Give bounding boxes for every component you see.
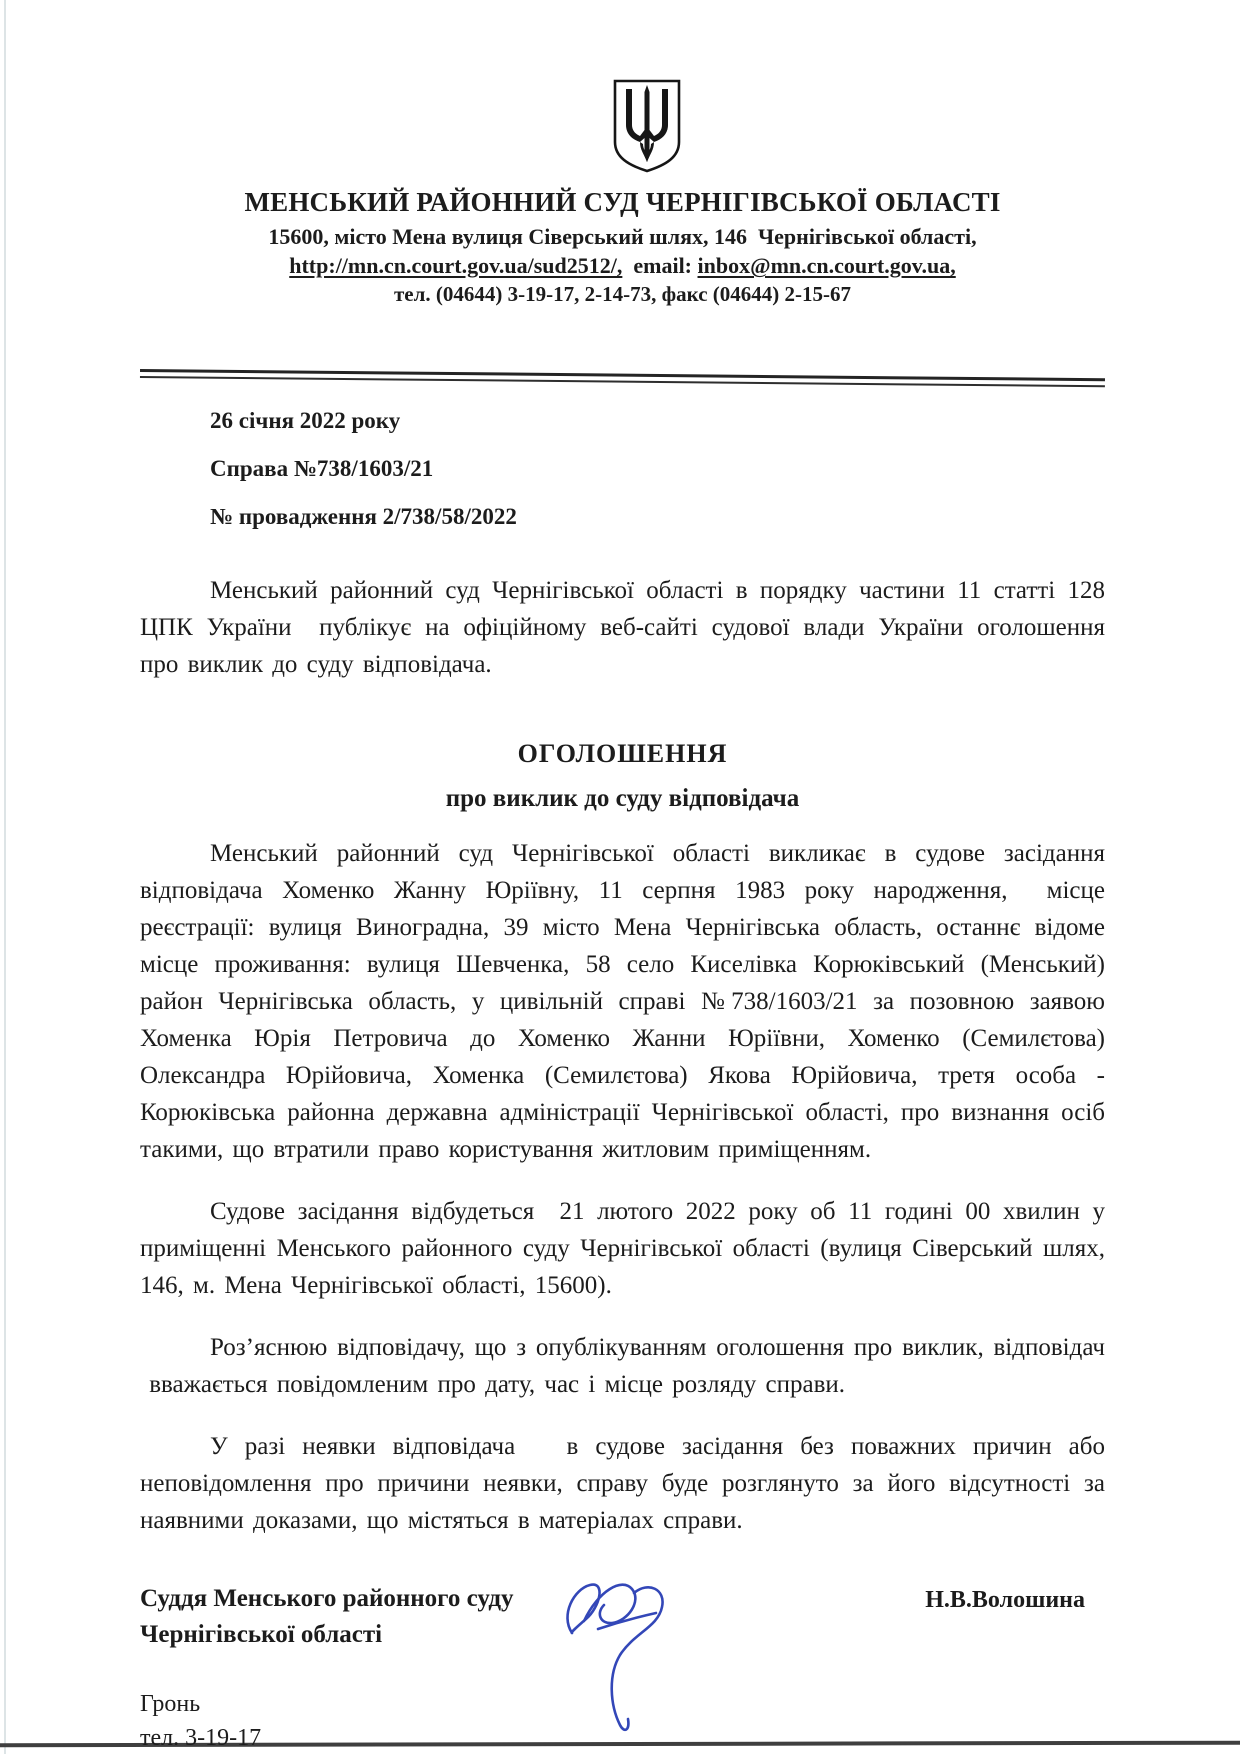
announcement-title: ОГОЛОШЕННЯ xyxy=(517,739,728,768)
court-phone: тел. (04644) 3-19-17, 2-14-73, факс (04644) 2-15-67 xyxy=(393,282,852,306)
announcement-paragraph: Роз’яснюю відповідачу, що з опублікуванням оголошення про виклик, відповідач вважається повідомленим про дату, час і місце розляду справи. xyxy=(140,1334,1105,1398)
case-info xyxy=(140,404,1105,534)
signature-section xyxy=(140,1581,1105,1653)
judge-title-line1: Суддя Менського районного суду xyxy=(140,1585,514,1612)
document-content xyxy=(140,0,1105,1754)
court-email: inbox@mn.cn.court.gov.ua, xyxy=(697,253,956,278)
judge-title-line2: Чернігівської області xyxy=(140,1621,383,1648)
announcement-paragraph: У разі неявки відповідача в судове засідання без поважних причин або неповідомлення про причини неявки, справу буде розглянуто за його відсутності за наявними доказами, що містяться в матеріалах справи. xyxy=(140,1433,1105,1534)
clerk-phone: тел. 3-19-17 xyxy=(140,1725,262,1751)
judge-name: Н.В.Волошина xyxy=(925,1587,1085,1613)
document-date: 26 січня 2022 року xyxy=(210,408,401,433)
court-name: МЕНСЬКИЙ РАЙОННИЙ СУД ЧЕРНІГІВСЬКОЇ ОБЛАСТІ xyxy=(244,187,1001,217)
header-divider xyxy=(140,369,1105,387)
announcement-paragraph: Менський районний суд Чернігівської області викликає в судове засідання відповідача Хоменко Жанну Юріївну, 11 серпня 1983 року народження, місце реєстрації: вулиця Виноградна, 39 місто Мена Чернігівська область, останнє відоме місце проживання: вулиця Шевченка, 58 село Киселівка Корюківський (Менський) район Чернігівська область, у цивільній справі №738/1603/21 за позовною заявою Хоменка Юрія Петровича до Хоменко Жанни Юріївни, Хоменко (Семилєтова) Олександра Юрійовича, Хоменка (Семилєтова) Якова Юрійовича, третя особа - Корюківська районна державна адміністрації Чернігівської області, про визнання осіб такими, що втратили право користування житловим приміщенням. xyxy=(140,840,1105,1163)
intro-paragraph: Менський районний суд Чернігівської області в порядку частини 11 статті 128 ЦПК України публікує на офіційному веб-сайті судової влади України оголошення про виклик до суду відповідача. xyxy=(140,577,1105,678)
announcement-paragraph: Судове засідання відбудеться 21 лютого 2022 року об 11 годині 00 хвилин у приміщенні Менського районного суду Чернігівської області (вулиця Сіверський шлях, 146, м. Мена Чернігівської області, 15600). xyxy=(140,1198,1105,1299)
case-number: Справа №738/1603/21 xyxy=(210,456,434,481)
clerk-info xyxy=(140,1687,1105,1754)
judge-title xyxy=(140,1581,514,1653)
clerk-name: Гронь xyxy=(140,1691,201,1717)
scan-left-edge-artifact xyxy=(4,0,6,1754)
court-address: 15600, місто Мена вулиця Сіверський шлях, 146 Чернігівської області, xyxy=(268,224,977,249)
announcement-subtitle: про виклик до суду відповідача xyxy=(445,785,800,812)
court-contacts-line xyxy=(140,253,1105,279)
proceeding-number: № провадження 2/738/58/2022 xyxy=(210,504,517,529)
email-label: email: xyxy=(622,253,698,278)
coat-of-arms-icon xyxy=(140,78,1105,179)
court-website: http://mn.cn.court.gov.ua/sud2512/, xyxy=(289,253,623,278)
